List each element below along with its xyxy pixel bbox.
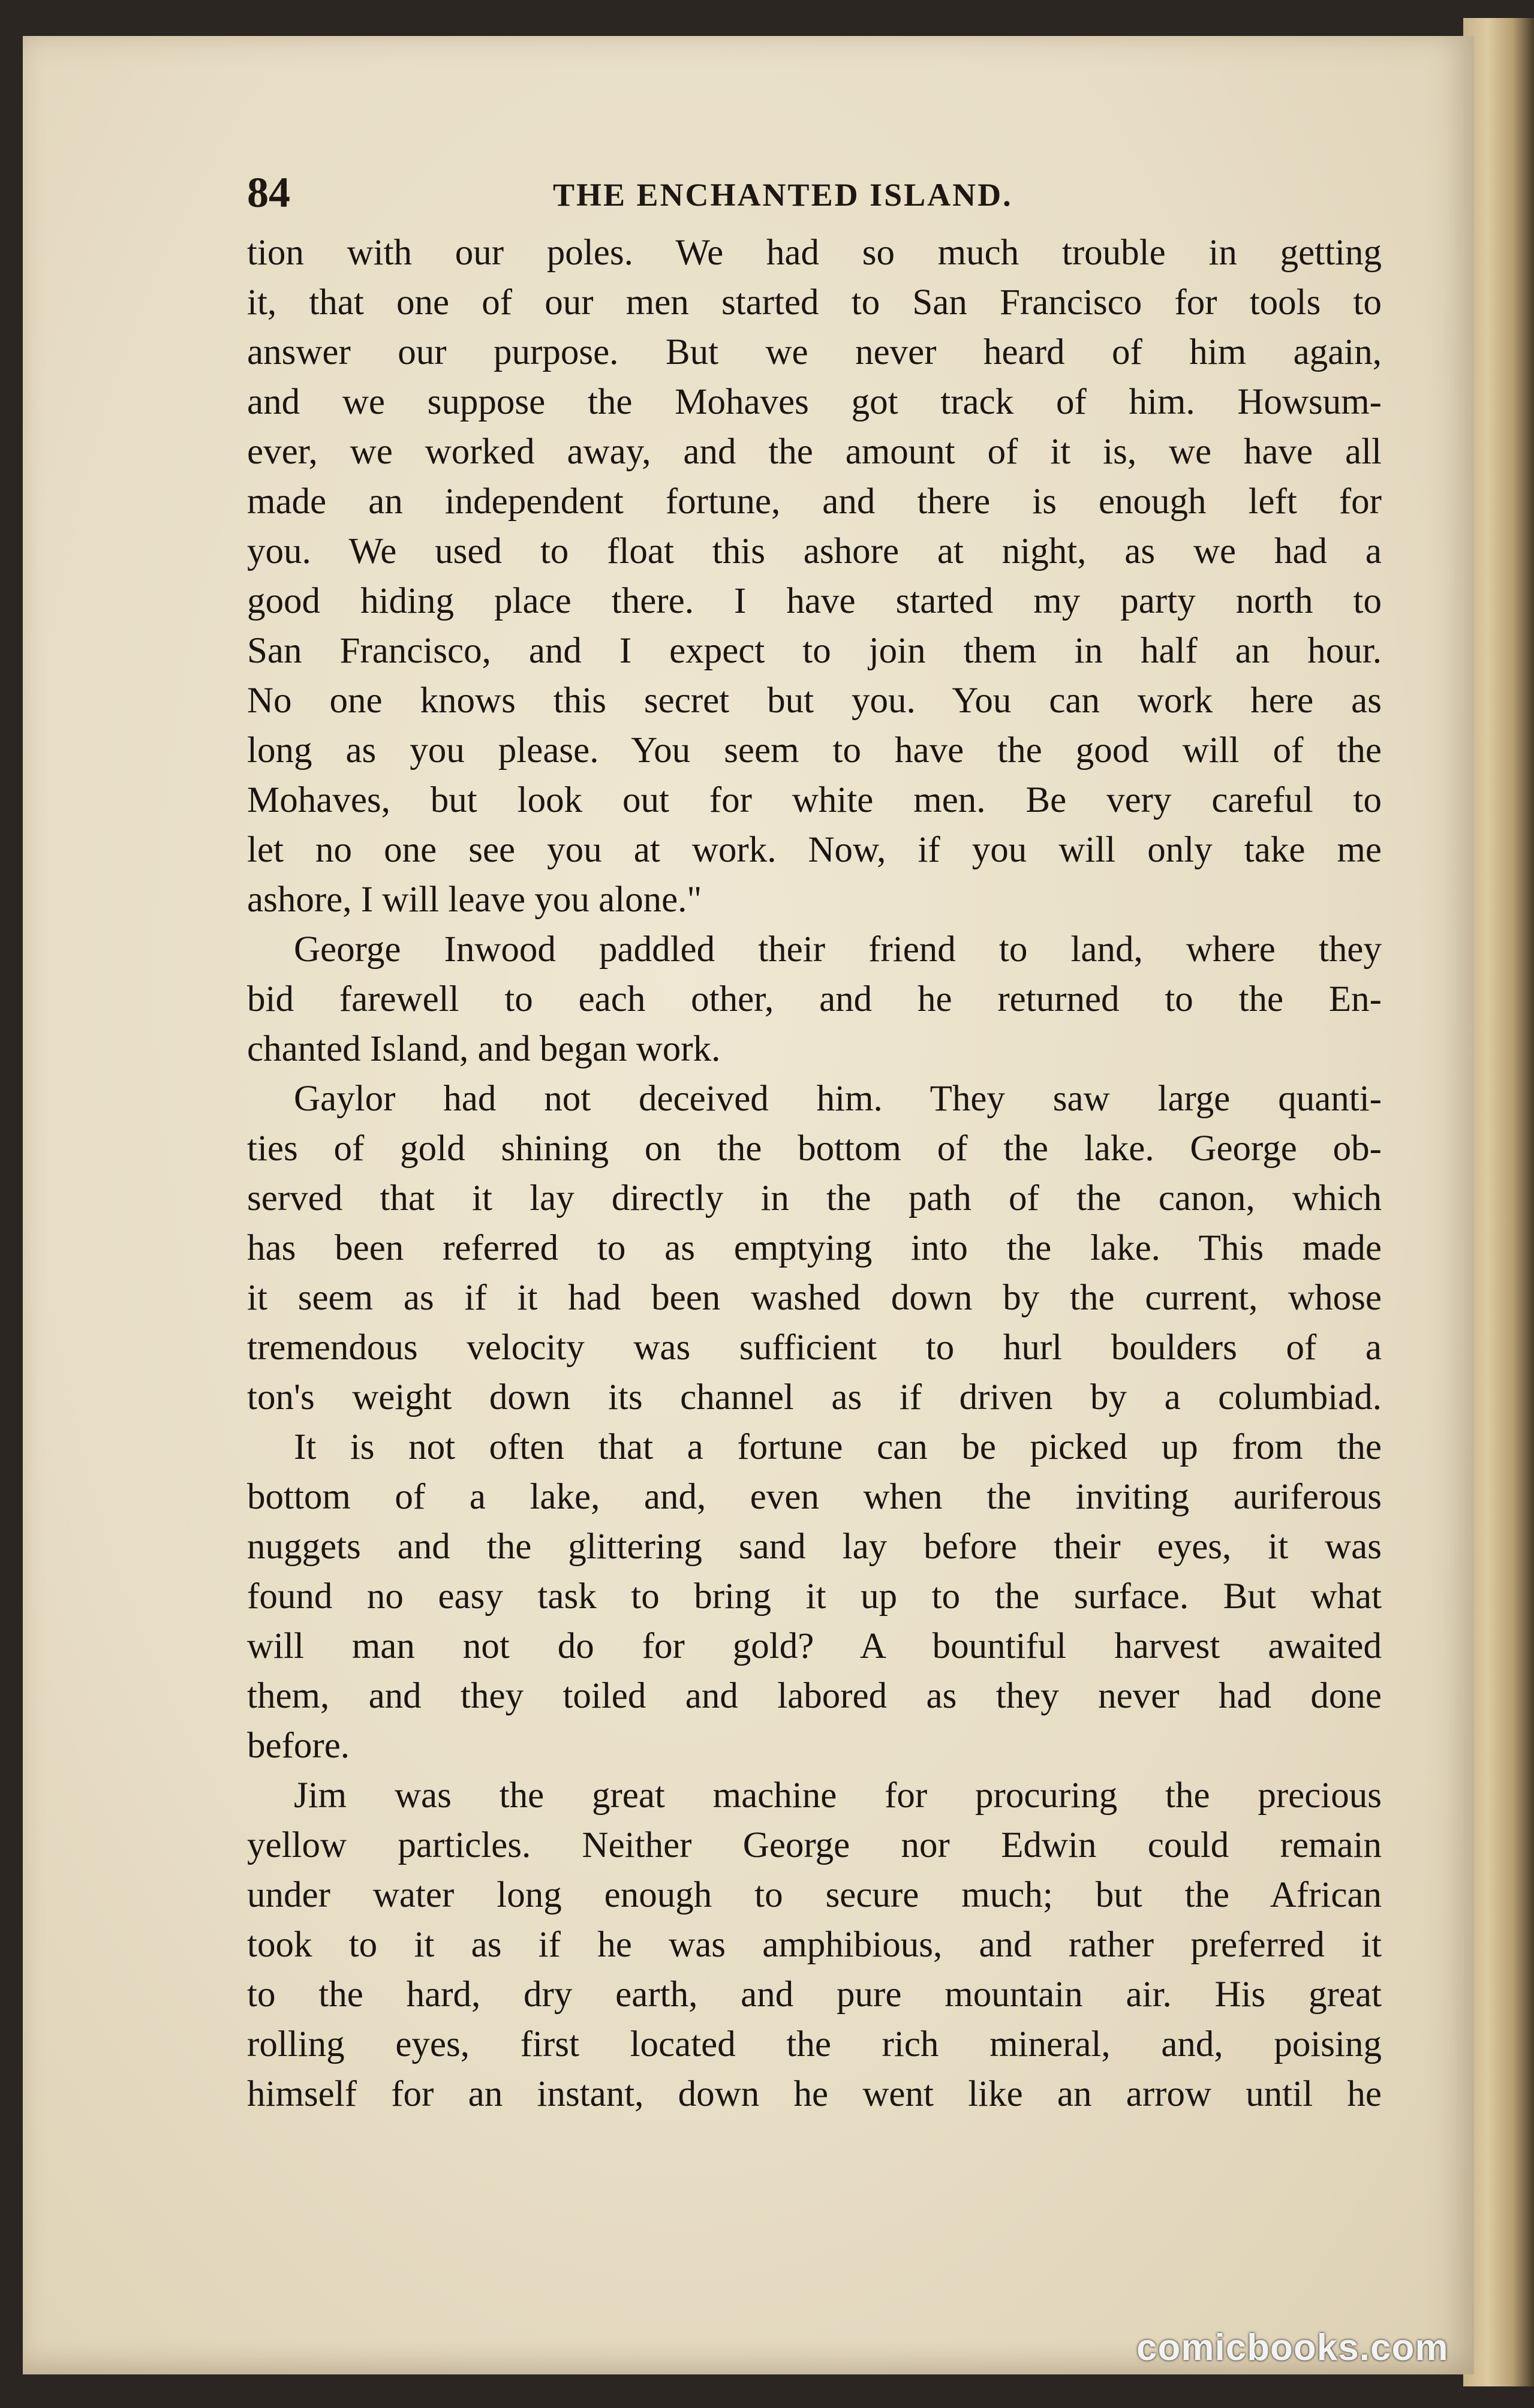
text-line: has been referred to as emptying into the lake. This made [247,1228,1382,1268]
text-line: Mohaves, but look out for white men. Be very careful to [247,780,1382,820]
text-line: and we suppose the Mohaves got track of him. Howsum- [247,382,1382,422]
text-line: ashore, I will leave you alone." [247,880,702,920]
site-watermark: comicbooks.com [1136,2327,1449,2368]
text-line: ever, we worked away, and the amount of it is, we have all [247,432,1382,472]
text-line: bid farewell to each other, and he returned to the En- [247,979,1382,1019]
text-line: Jim was the great machine for procuring the precious [294,1775,1382,1816]
text-line: them, and they toiled and labored as they never had done [247,1676,1382,1716]
text-line: Gaylor had not deceived him. They saw large quanti- [294,1079,1382,1119]
text-line: let no one see you at work. Now, if you will only take me [247,830,1382,870]
page-header-title: THE ENCHANTED ISLAND. [553,177,1013,213]
text-line: nuggets and the glittering sand lay before their eyes, it was [247,1527,1382,1567]
text-line: took to it as if he was amphibious, and rather preferred it [247,1925,1382,1965]
page-number: 84 [247,168,290,216]
text-line: served that it lay directly in the path of the canon, which [247,1178,1382,1218]
text-line: tremendous velocity was sufficient to hurl boulders of a [247,1328,1382,1368]
text-line: bottom of a lake, and, even when the inviting auriferous [247,1477,1382,1517]
text-line: will man not do for gold? A bountiful harvest awaited [247,1626,1382,1666]
text-line: George Inwood paddled their friend to land, where they [294,929,1382,970]
text-line: rolling eyes, first located the rich mineral, and, poising [247,2024,1382,2064]
text-line: tion with our poles. We had so much trouble in getting [247,233,1382,273]
text-line: made an independent fortune, and there is enough left for [247,481,1382,522]
body-text [247,228,1382,2119]
text-line: before. [247,1726,350,1766]
text-line: It is not often that a fortune can be picked up from the [294,1427,1382,1467]
text-line: long as you please. You seem to have the good will of the [247,730,1382,770]
text-line: to the hard, dry earth, and pure mountain air. His great [247,1974,1382,2015]
text-line: chanted Island, and began work. [247,1029,721,1069]
text-line: San Francisco, and I expect to join them in half an hour. [247,631,1382,671]
text-line: himself for an instant, down he went like an arrow until he [247,2074,1382,2114]
text-line: it seem as if it had been washed down by the current, whose [247,1278,1382,1318]
running-head [247,168,1386,222]
text-line: under water long enough to secure much; but the African [247,1875,1382,1915]
text-line: No one knows this secret but you. You can work here as [247,681,1382,721]
text-line: you. We used to float this ashore at night, as we had a [247,531,1382,571]
text-line: it, that one of our men started to San Francisco for tools to [247,282,1382,323]
text-line: yellow particles. Neither George nor Edwin could remain [247,1825,1382,1865]
text-line: ton's weight down its channel as if driven by a columbiad. [247,1377,1382,1417]
text-line: found no easy task to bring it up to the surface. But what [247,1576,1382,1617]
text-line: ties of gold shining on the bottom of the lake. George ob- [247,1128,1382,1169]
text-line: good hiding place there. I have started my party north to [247,581,1382,621]
text-line: answer our purpose. But we never heard of him again, [247,332,1382,372]
